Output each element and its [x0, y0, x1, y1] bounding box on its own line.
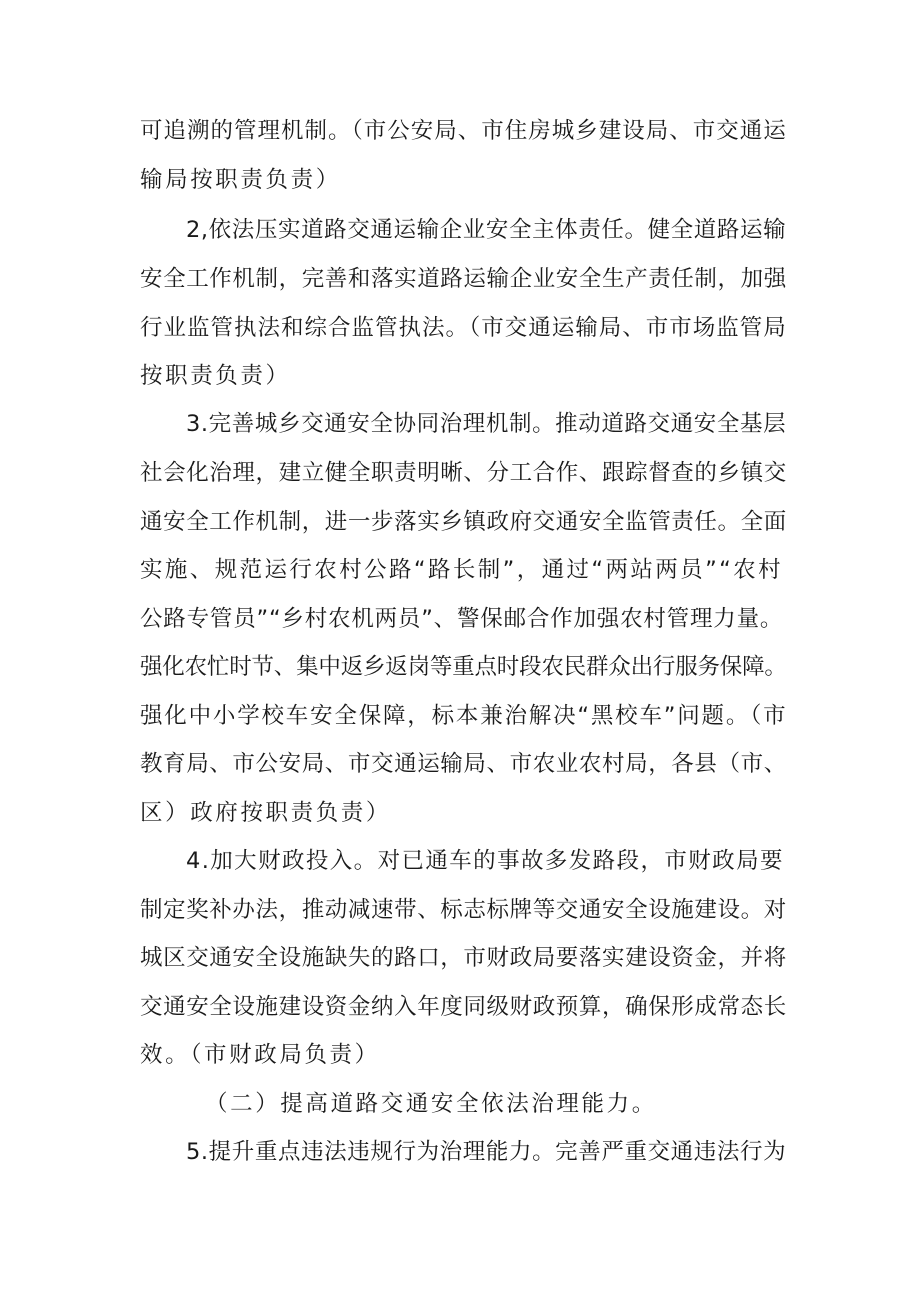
text-line: 通安全工作机制，进一步落实乡镇政府交通安全监管责任。全面: [140, 509, 787, 535]
text-line: 社会化治理，建立健全职责明晰、分工合作、跟踪督查的乡镇交: [140, 460, 787, 486]
text-line: 输局按职责负责）: [140, 167, 341, 193]
paragraph-2-start: 2,依法压实道路交通运输企业安全主体责任。健全道路运输: [186, 217, 787, 243]
text-line: 实施、规范运行农村公路“路长制”，通过“两站两员”“农村: [140, 557, 783, 583]
text-line: 教育局、市公安局、市交通运输局、市农业农村局，各县（市、: [140, 751, 787, 777]
text-line: 交通安全设施建设资金纳入年度同级财政预算，确保形成常态长: [140, 994, 787, 1020]
text-line: 按职责负责）: [140, 363, 291, 389]
text-line: 可追溯的管理机制。（市公安局、市住房城乡建设局、市交通运: [140, 118, 787, 144]
text-line: 行业监管执法和综合监管执法。（市交通运输局、市市场监管局: [140, 315, 787, 341]
text-line: 区）政府按职责负责）: [140, 800, 392, 826]
text-line: 城区交通安全设施缺失的路口，市财政局要落实建设资金，并将: [140, 945, 787, 971]
text-line: 制定奖补办法，推动减速带、标志标牌等交通安全设施建设。对: [140, 897, 787, 923]
text-line: 强化中小学校车安全保障，标本兼治解决“黑校车”问题。（市: [140, 703, 788, 729]
section-heading: （二）提高道路交通安全依法治理能力。: [205, 1091, 657, 1117]
text-line: 强化农忙时节、集中返乡返岗等重点时段农民群众出行服务保障。: [140, 654, 787, 680]
paragraph-5-start: 5.提升重点违法违规行为治理能力。完善严重交通违法行为: [186, 1139, 787, 1165]
paragraph-4-start: 4.加大财政投入。对已通车的事故多发路段，市财政局要: [186, 848, 784, 874]
text-line: 公路专管员”“乡村农机两员”、警保邮合作加强农村管理力量。: [140, 606, 784, 632]
paragraph-3-start: 3.完善城乡交通安全协同治理机制。推动道路交通安全基层: [186, 411, 787, 437]
text-line: 安全工作机制，完善和落实道路运输企业安全生产责任制，加强: [140, 266, 787, 292]
text-line: 效。（市财政局负责）: [140, 1042, 380, 1068]
